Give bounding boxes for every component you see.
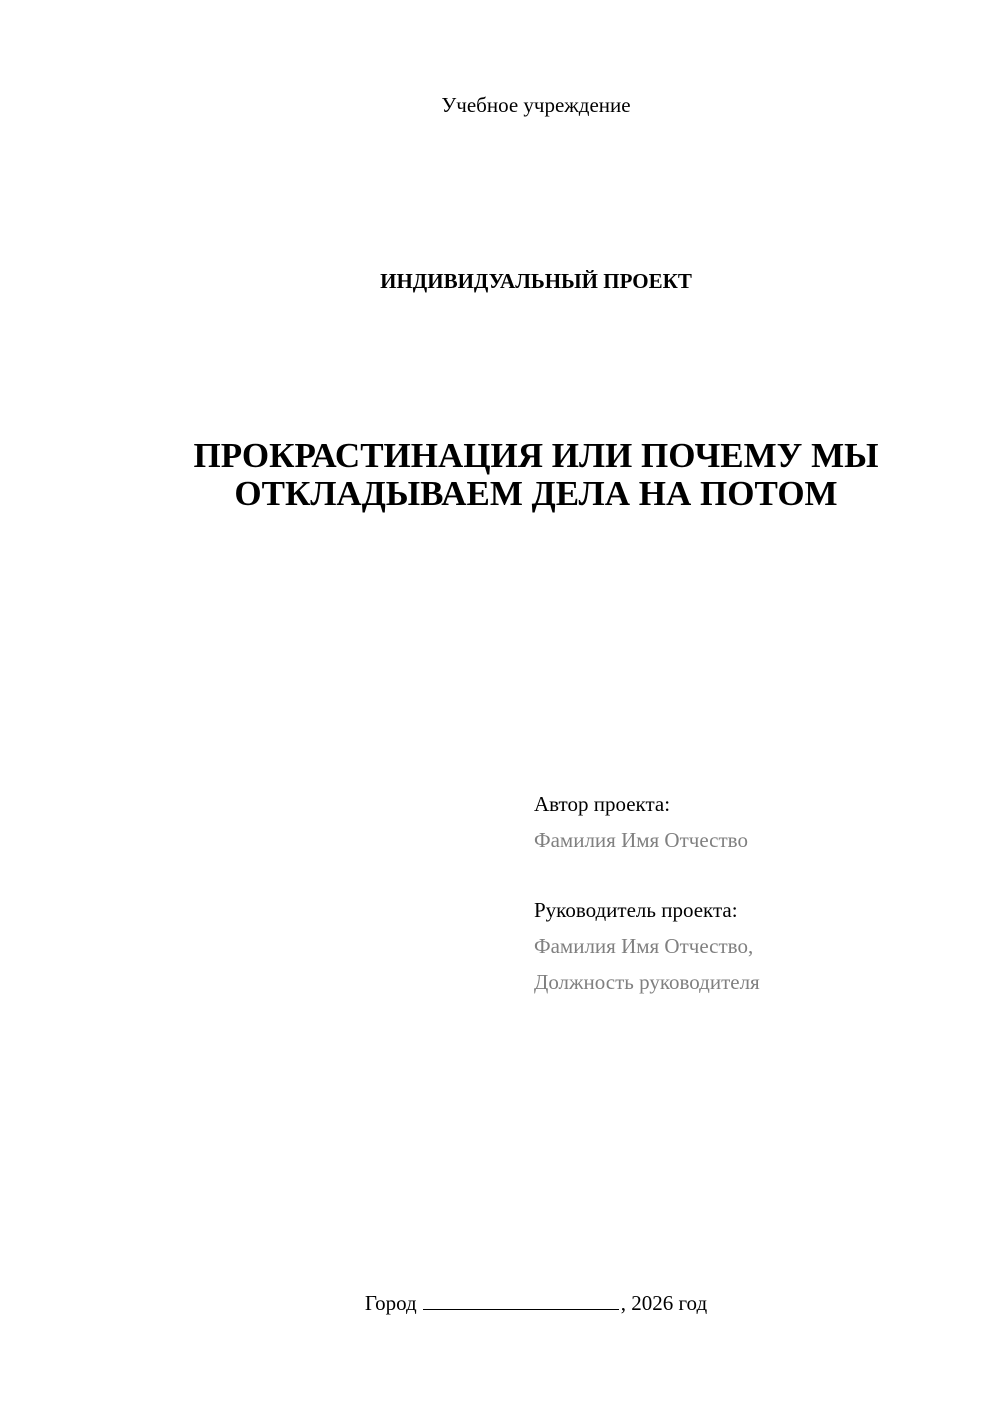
author-block: [534, 786, 974, 858]
project-title: [0, 437, 1000, 513]
year-text: , 2026 год: [620, 1291, 708, 1315]
supervisor-position: Должность руководителя: [534, 970, 760, 994]
city-label: Город: [364, 1291, 417, 1315]
supervisor-name: Фамилия Имя Отчество,: [534, 934, 754, 958]
project-title-line-1: ПРОКРАСТИНАЦИЯ ИЛИ ПОЧЕМУ МЫ: [193, 436, 879, 475]
institution-name: Учебное учреждение: [441, 93, 631, 117]
author-label: Автор проекта:: [534, 792, 671, 816]
supervisor-block: [534, 892, 974, 1000]
supervisor-label: Руководитель проекта:: [534, 898, 738, 922]
project-title-line-2: ОТКЛАДЫВАЕМ ДЕЛА НА ПОТОМ: [234, 474, 838, 513]
city-blank-line: [423, 1290, 619, 1310]
project-type-heading: ИНДИВИДУАЛЬНЫЙ ПРОЕКТ: [380, 269, 692, 293]
author-name: Фамилия Имя Отчество: [534, 828, 748, 852]
city-year-line: [0, 1288, 1000, 1318]
